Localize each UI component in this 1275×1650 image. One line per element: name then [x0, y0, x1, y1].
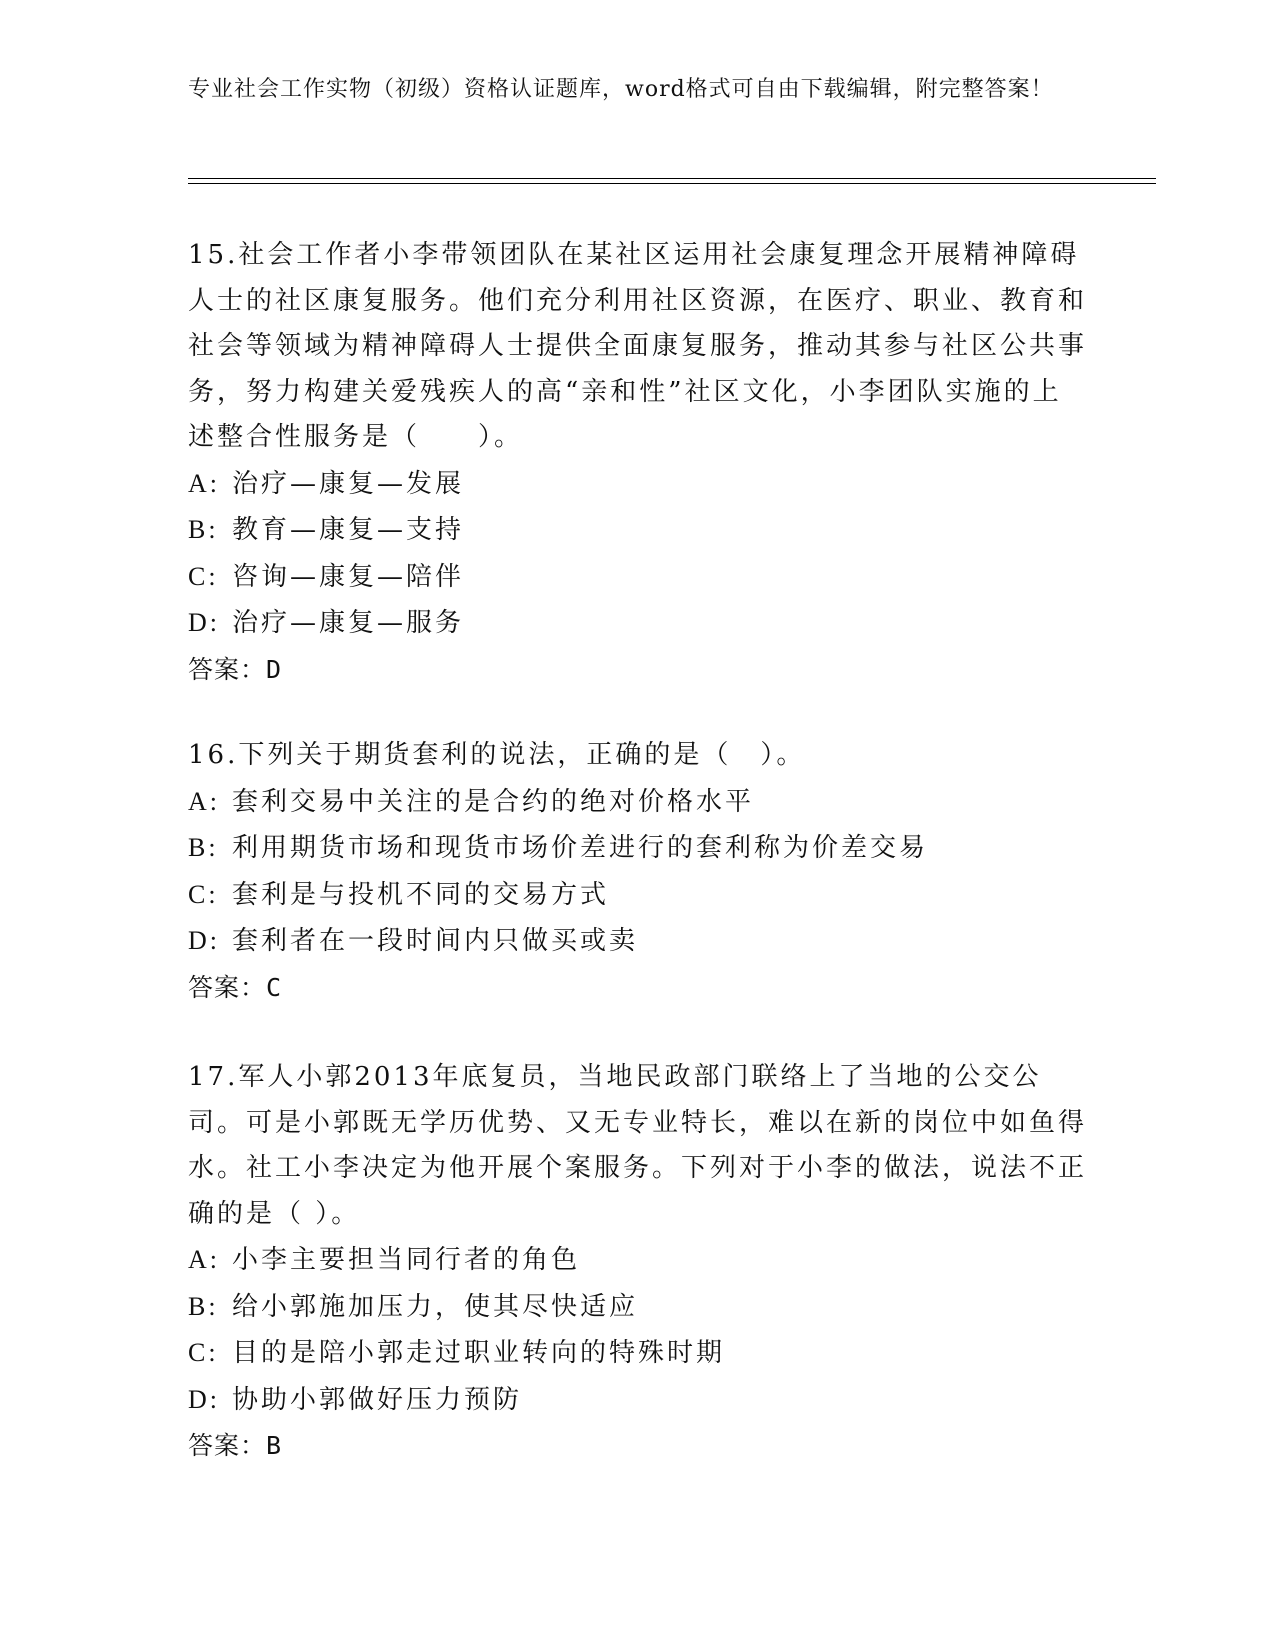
- option-c: [188, 554, 1088, 601]
- option-d: [188, 918, 1088, 965]
- option-text: 套利是与投机不同的交易方式: [232, 879, 610, 910]
- header-divider: [188, 178, 1156, 184]
- option-text: 套利交易中关注的是合约的绝对价格水平: [232, 786, 755, 817]
- question-15: [188, 233, 1088, 693]
- answer-value: D: [266, 654, 283, 684]
- option-text: 套利者在一段时间内只做买或卖: [232, 926, 639, 956]
- answer-line: [188, 647, 1088, 693]
- answer-line: [188, 1423, 1088, 1469]
- option-text: 咨询—康复—陪伴: [232, 561, 465, 592]
- option-key: B:: [188, 1291, 219, 1321]
- question-stem: 15.社会工作者小李带领团队在某社区运用社会康复理念开展精神障碍人士的社区康复服务。他们充分利用社区资源，在医疗、职业、教育和社会等领域为精神障碍人士提供全面康复服务，推动其参与社区公共事务，努力构建关爱残疾人的高“亲和性”社区文化，小李团队实施的上述整合性服务是（ ）。: [188, 240, 1088, 452]
- option-b: [188, 825, 1088, 872]
- answer-value: C: [266, 972, 283, 1002]
- option-d: [188, 600, 1088, 647]
- option-a: [188, 461, 1088, 508]
- answer-label: 答案：: [188, 972, 267, 1002]
- option-text: 小李主要担当同行者的角色: [232, 1245, 581, 1275]
- question-stem: 17.军人小郭2013年底复员，当地民政部门联络上了当地的公交公司。可是小郭既无学历优势、又无专业特长，难以在新的岗位中如鱼得水。社工小李决定为他开展个案服务。下列对于小李的做法，说法不正确的是（ ）。: [188, 1062, 1088, 1229]
- option-key: C:: [188, 561, 219, 591]
- option-key: A:: [188, 468, 220, 498]
- option-key: A:: [188, 1245, 220, 1274]
- option-key: D:: [188, 608, 220, 637]
- option-a: [188, 779, 1088, 826]
- option-text: 协助小郭做好压力预防: [232, 1384, 523, 1415]
- option-text: 目的是陪小郭走过职业转向的特殊时期: [232, 1338, 726, 1368]
- option-text: 教育—康复—支持: [232, 515, 465, 545]
- option-key: B:: [188, 833, 219, 862]
- page-header: 专业社会工作实物（初级）资格认证题库，word格式可自由下载编辑，附完整答案！: [188, 77, 1054, 102]
- option-key: C:: [188, 879, 219, 909]
- option-d: [188, 1377, 1088, 1424]
- answer-label: 答案：: [188, 654, 267, 684]
- option-c: [188, 872, 1088, 919]
- option-text: 治疗—康复—服务: [232, 608, 465, 638]
- answer-value: B: [266, 1431, 283, 1460]
- option-c: [188, 1330, 1088, 1377]
- option-text: 治疗—康复—发展: [232, 468, 465, 499]
- question-stem: 16.下列关于期货套利的说法，正确的是（ ）。: [188, 740, 806, 770]
- option-a: [188, 1237, 1088, 1284]
- answer-line: [188, 965, 1088, 1011]
- option-key: D:: [188, 1384, 220, 1414]
- option-b: [188, 507, 1088, 554]
- option-key: C:: [188, 1338, 219, 1367]
- option-key: B:: [188, 515, 219, 544]
- question-16: [188, 733, 1088, 1011]
- option-b: [188, 1284, 1088, 1331]
- question-17: [188, 1055, 1088, 1469]
- option-text: 给小郭施加压力，使其尽快适应: [232, 1291, 639, 1322]
- option-key: A:: [188, 786, 220, 816]
- option-text: 利用期货市场和现货市场价差进行的套利称为价差交易: [232, 833, 929, 863]
- option-key: D:: [188, 926, 220, 955]
- answer-label: 答案：: [188, 1431, 267, 1460]
